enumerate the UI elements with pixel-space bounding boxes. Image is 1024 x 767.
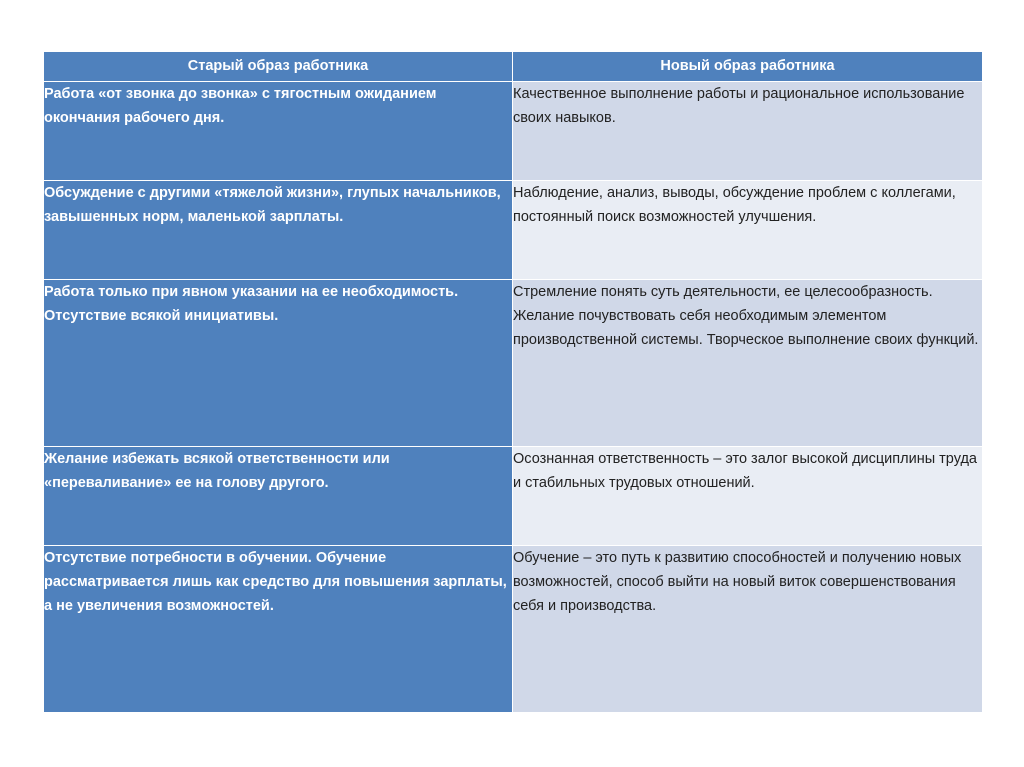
- cell-text: Работа «от звонка до звонка» с тягостным ожиданием окончания рабочего дня.: [44, 86, 437, 126]
- cell-text: Стремление понять суть деятельности, ее целесообразность. Желание почувствовать себя необходимым элементом производственной системы. Творческое выполнение своих функций.: [513, 284, 979, 348]
- old-worker-cell: [44, 181, 513, 280]
- table-row: [44, 181, 983, 280]
- cell-text: Обсуждение с другими «тяжелой жизни», глупых начальников, завышенных норм, маленькой зарплаты.: [44, 185, 501, 225]
- old-worker-cell: [44, 546, 513, 713]
- new-worker-cell: [513, 280, 983, 447]
- header-old-worker: Старый образ работника: [44, 52, 513, 82]
- table-row: [44, 546, 983, 713]
- cell-text: Качественное выполнение работы и рациональное использование своих навыков.: [513, 86, 965, 126]
- old-worker-cell: [44, 447, 513, 546]
- cell-text: Осознанная ответственность – это залог высокой дисциплины труда и стабильных трудовых отношений.: [513, 451, 977, 491]
- cell-text: Обучение – это путь к развитию способностей и получению новых возможностей, способ выйти на новый виток совершенствования себя и производства.: [513, 550, 962, 614]
- table-row: [44, 280, 983, 447]
- cell-text: Работа только при явном указании на ее необходимость. Отсутствие всякой инициативы.: [44, 284, 459, 324]
- new-worker-cell: [513, 82, 983, 181]
- table-row: [44, 447, 983, 546]
- cell-text: Отсутствие потребности в обучении. Обучение рассматривается лишь как средство для повышения зарплаты, а не увеличения возможностей.: [44, 550, 507, 614]
- cell-text: Желание избежать всякой ответственности или «переваливание» ее на голову другого.: [44, 451, 390, 491]
- old-worker-cell: [44, 280, 513, 447]
- header-new-worker: Новый образ работника: [513, 52, 983, 82]
- new-worker-cell: [513, 447, 983, 546]
- old-worker-cell: [44, 82, 513, 181]
- table-header-row: [44, 52, 983, 82]
- table-row: [44, 82, 983, 181]
- cell-text: Наблюдение, анализ, выводы, обсуждение проблем с коллегами, постоянный поиск возможностей улучшения.: [513, 185, 956, 225]
- comparison-table: [43, 51, 983, 713]
- new-worker-cell: [513, 181, 983, 280]
- new-worker-cell: [513, 546, 983, 713]
